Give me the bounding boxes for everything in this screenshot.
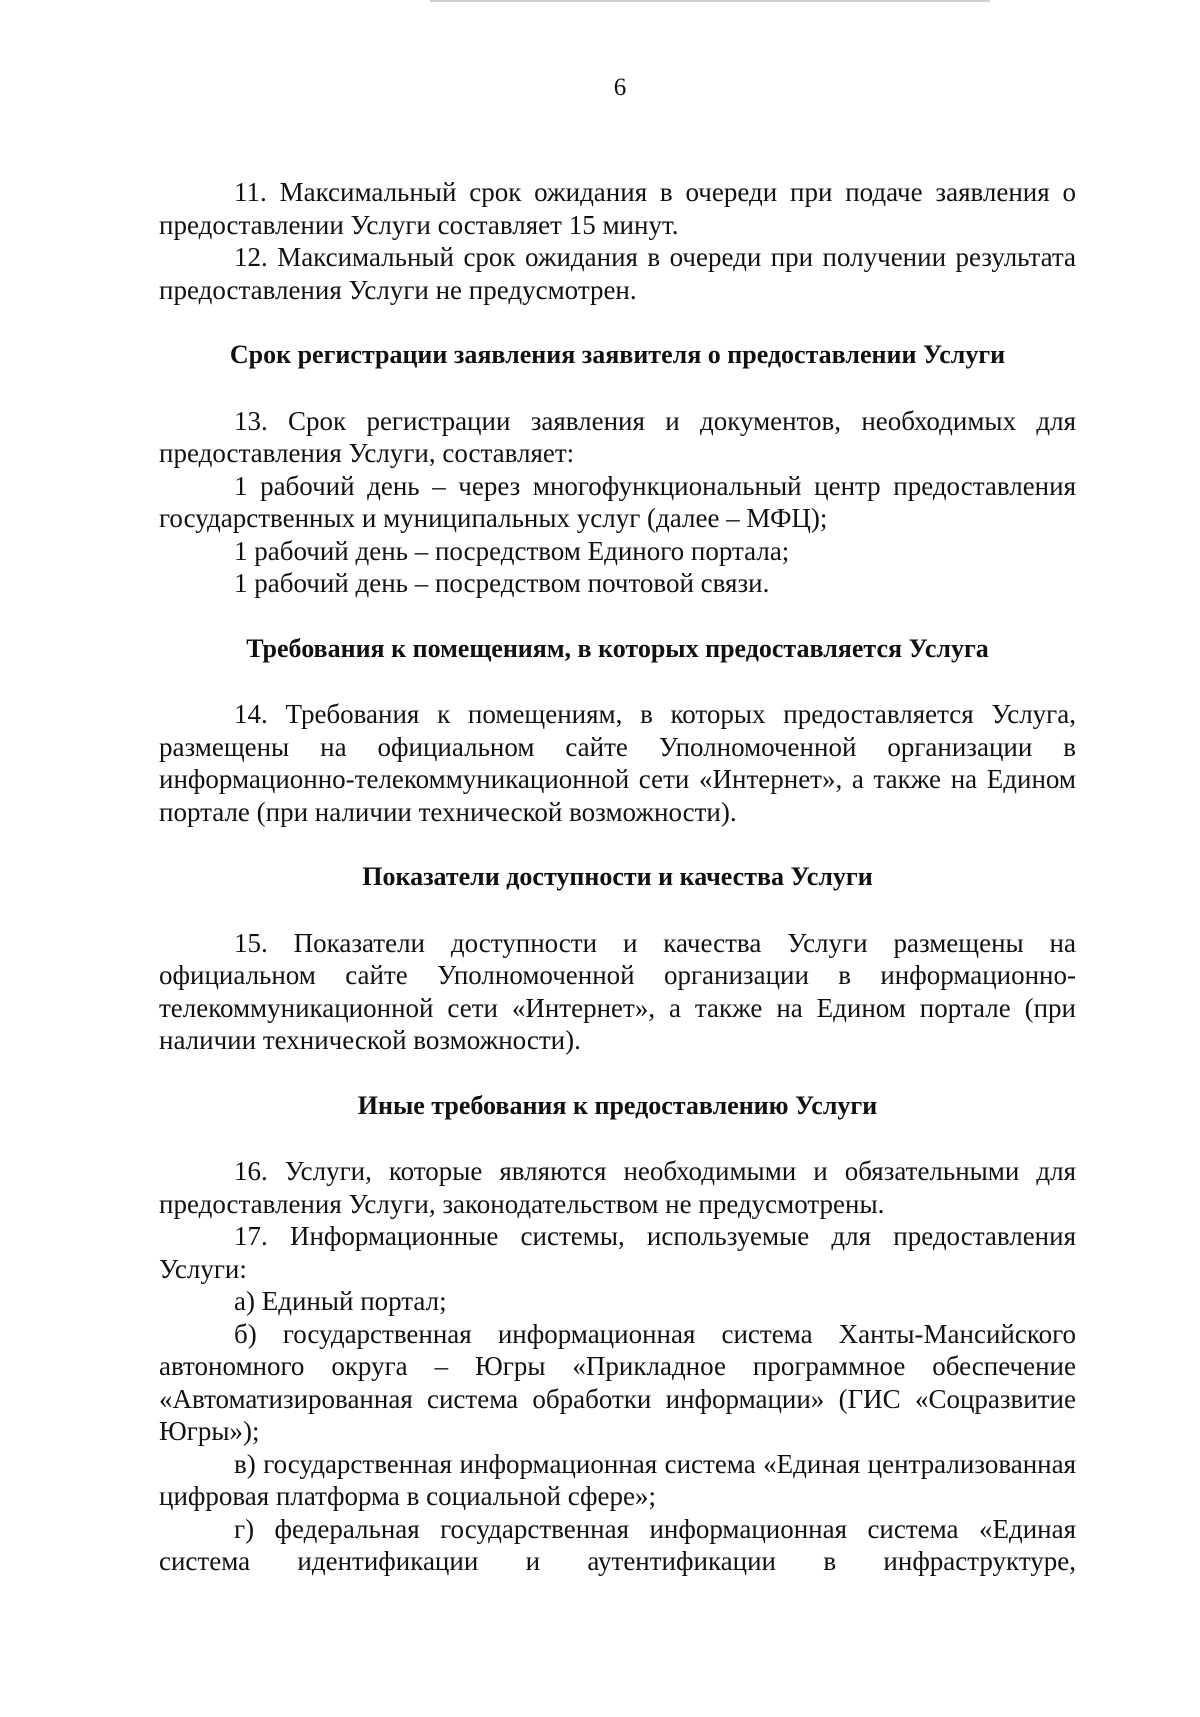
paragraph: 11. Максимальный срок ожидания в очереди при подаче заявления о предоставлении Услуги составляет 15 минут. — [159, 177, 1076, 240]
section-heading: Иные требования к предоставлению Услуги — [357, 1090, 878, 1120]
section-heading: Срок регистрации заявления заявителя о предоставлении Услуги — [229, 340, 1006, 369]
section-heading: Показатели доступности и качества Услуги — [362, 862, 873, 891]
paragraph: 16. Услуги, которые являются необходимыми и обязательными для предоставления Услуги, законодательством не предусмотрены. — [159, 1156, 1076, 1219]
section-heading: Требования к помещениям, в которых предоставляется Услуга — [246, 633, 989, 663]
paragraph: 1 рабочий день – посредством Единого портала; — [234, 535, 790, 566]
paragraph: 14. Требования к помещениям, в которых предоставляется Услуга, размещены на официальном сайте Уполномоченной организации в информационно-телекоммуникационной сети «Интернет», а также на Едином портале (при наличии технической возможности). — [159, 699, 1076, 827]
scan-artifact-top — [430, 0, 990, 2]
page-number: 6 — [613, 74, 627, 101]
paragraph: 12. Максимальный срок ожидания в очереди при получении результата предоставления Услуги не предусмотрен. — [159, 242, 1076, 305]
paragraph: а) Единый портал; — [234, 1286, 447, 1316]
paragraph: 1 рабочий день – посредством почтовой связи. — [234, 568, 770, 598]
paragraph: г) федеральная государственная информационная система «Единая система идентификации и аутентификации в инфраструктуре, — [159, 1513, 1076, 1576]
paragraph: 15. Показатели доступности и качества Услуги размещены на официальном сайте Уполномоченной организации в информационно-телекоммуникационной сети «Интернет», а также на Едином портале (при наличии технической возможности). — [159, 927, 1076, 1055]
paragraph: б) государственная информационная система Ханты-Мансийского автономного округа – Югры «Прикладное программное обеспечение «Автоматизированная система обработки информации» (ГИС «Соцразвитие Югры»); — [159, 1318, 1076, 1446]
paragraph: 13. Срок регистрации заявления и документов, необходимых для предоставления Услуги, составляет: — [159, 405, 1076, 468]
paragraph: 1 рабочий день – через многофункциональный центр предоставления государственных и муниципальных услуг (далее – МФЦ); — [159, 470, 1076, 533]
document-body — [159, 176, 1076, 1578]
paragraph: в) государственная информационная система «Единая централизованная цифровая платформа в социальной сфере»; — [159, 1448, 1076, 1511]
paragraph: 17. Информационные системы, используемые для предоставления Услуги: — [159, 1221, 1076, 1284]
